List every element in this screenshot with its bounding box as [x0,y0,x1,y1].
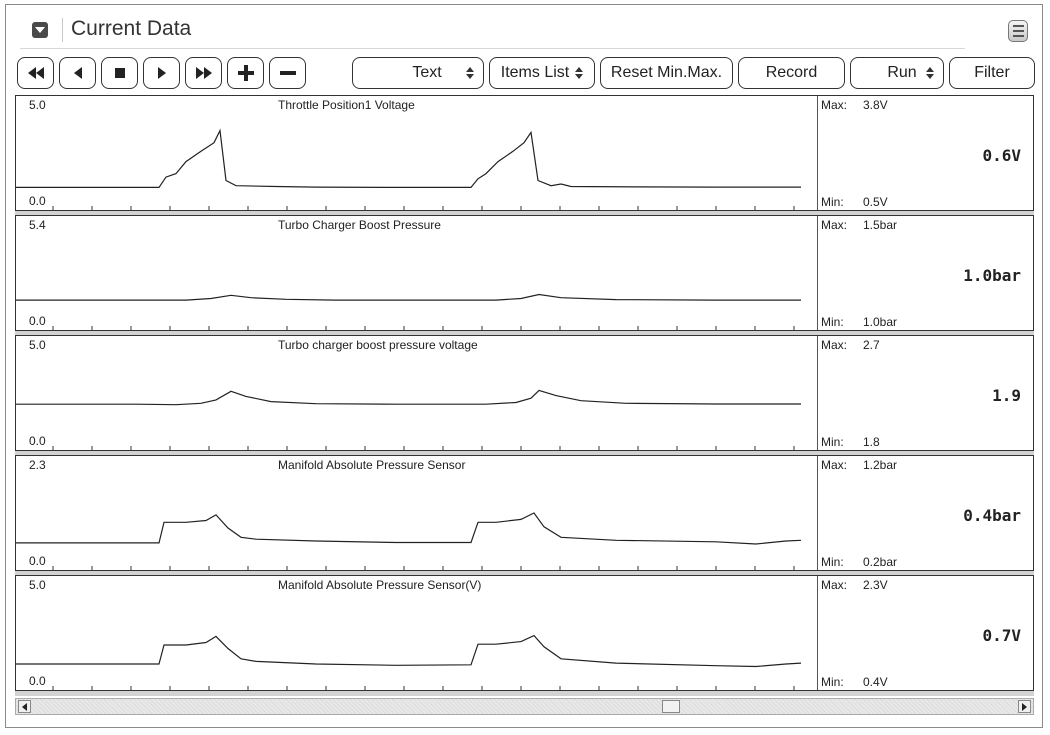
max-label: Max: [821,578,848,592]
current-value: 1.0bar [963,266,1021,285]
time-axis-ticks [53,446,794,450]
graph-title: Throttle Position1 Voltage [278,98,415,112]
max-label: Max: [821,218,848,232]
record-label: Record [765,64,818,81]
graph-title: Manifold Absolute Pressure Sensor(V) [278,578,482,592]
min-value: 1.0bar [863,315,898,329]
min-label: Min: [821,435,844,449]
graph-title: Turbo charger boost pressure voltage [278,338,478,352]
play-button[interactable] [143,57,180,89]
y-axis-max: 5.4 [29,218,46,232]
zoom-out-button[interactable] [269,57,306,89]
graph-plot-area[interactable] [16,456,818,570]
max-value: 3.8V [863,98,888,112]
max-value: 1.2bar [863,458,898,472]
y-axis-max: 5.0 [29,338,46,352]
signal-trace [16,131,801,188]
trace-svg [16,336,817,450]
min-label: Min: [821,315,844,329]
value-readout [818,336,1033,450]
display-mode-label: Text [412,64,442,81]
min-value: 0.2bar [863,555,898,569]
min-label: Min: [821,555,844,569]
minus-icon [280,71,296,75]
fast-forward-button[interactable] [185,57,222,89]
updown-arrows-icon [466,67,474,79]
max-label: Max: [821,458,848,472]
signal-trace [16,636,801,667]
graph-plot-area[interactable] [16,336,818,450]
signal-trace [16,390,801,404]
signal-trace [16,295,801,301]
trace-svg [16,216,817,330]
trace-svg [16,96,817,210]
reset-minmax-button[interactable] [600,57,733,89]
time-axis-ticks [53,326,794,330]
value-readout [818,456,1033,570]
panel-divider [15,691,1034,696]
min-value: 0.5V [863,195,888,209]
step-back-button[interactable] [59,57,96,89]
min-value: 0.4V [863,675,888,689]
min-label: Min: [821,675,844,689]
menu-icon[interactable] [1008,20,1028,42]
zoom-in-button[interactable] [227,57,264,89]
time-axis-ticks [53,566,794,570]
value-readout [818,216,1033,330]
run-label: Run [887,64,917,81]
window-title: Current Data [71,17,192,40]
items-list-select[interactable] [489,57,595,89]
filter-label: Filter [974,64,1010,81]
current-value: 0.7V [982,626,1021,645]
display-mode-select[interactable] [352,57,484,89]
filter-button[interactable] [949,57,1035,89]
graph-plot-area[interactable] [16,576,818,690]
y-axis-min: 0.0 [29,194,46,208]
header-rule [20,48,965,49]
y-axis-min: 0.0 [29,674,46,688]
arrow-left-icon[interactable] [18,700,31,713]
fast-forward-icon [195,67,213,79]
current-value: 1.9 [992,386,1021,405]
arrow-right-icon[interactable] [1018,700,1031,713]
graph-panel [15,335,1034,451]
value-readout [818,576,1033,690]
items-list-label: Items List [500,64,570,81]
reset-minmax-label: Reset Min.Max. [610,64,723,81]
y-axis-max: 5.0 [29,98,46,112]
toolbar [0,57,1050,89]
updown-arrows-icon [926,67,934,79]
trace-svg [16,576,817,690]
value-readout [818,96,1033,210]
graph-panel [15,575,1034,691]
min-value: 1.8 [863,435,880,449]
y-axis-min: 0.0 [29,314,46,328]
horizontal-scrollbar[interactable] [15,698,1034,715]
max-value: 2.3V [863,578,888,592]
stop-icon [115,68,125,78]
graph-title: Manifold Absolute Pressure Sensor [278,458,466,472]
graph-plot-area[interactable] [16,96,818,210]
header [20,14,1040,48]
y-axis-min: 0.0 [29,554,46,568]
updown-arrows-icon [575,67,583,79]
y-axis-max: 2.3 [29,458,46,472]
trace-svg [16,456,817,570]
graph-panel [15,215,1034,331]
max-value: 1.5bar [863,218,898,232]
current-value: 0.4bar [963,506,1021,525]
step-back-icon [73,67,83,79]
graph-title: Turbo Charger Boost Pressure [278,218,441,232]
run-select[interactable] [850,57,944,89]
max-value: 2.7 [863,338,880,352]
skip-to-start-icon [27,67,45,79]
record-button[interactable] [738,57,845,89]
max-label: Max: [821,98,848,112]
graph-panel [15,455,1034,571]
max-label: Max: [821,338,848,352]
graph-panel [15,95,1034,211]
time-axis-ticks [53,686,794,690]
header-divider [62,18,63,42]
min-label: Min: [821,195,844,209]
scrollbar-thumb[interactable] [662,700,680,713]
collapse-icon[interactable] [32,22,48,38]
play-icon [157,67,167,79]
y-axis-max: 5.0 [29,578,46,592]
skip-to-start-button[interactable] [17,57,54,89]
stop-button[interactable] [101,57,138,89]
plus-icon [238,65,254,81]
graph-plot-area[interactable] [16,216,818,330]
time-axis-ticks [53,206,794,210]
y-axis-min: 0.0 [29,434,46,448]
current-value: 0.6V [982,146,1021,165]
signal-trace [16,513,801,544]
